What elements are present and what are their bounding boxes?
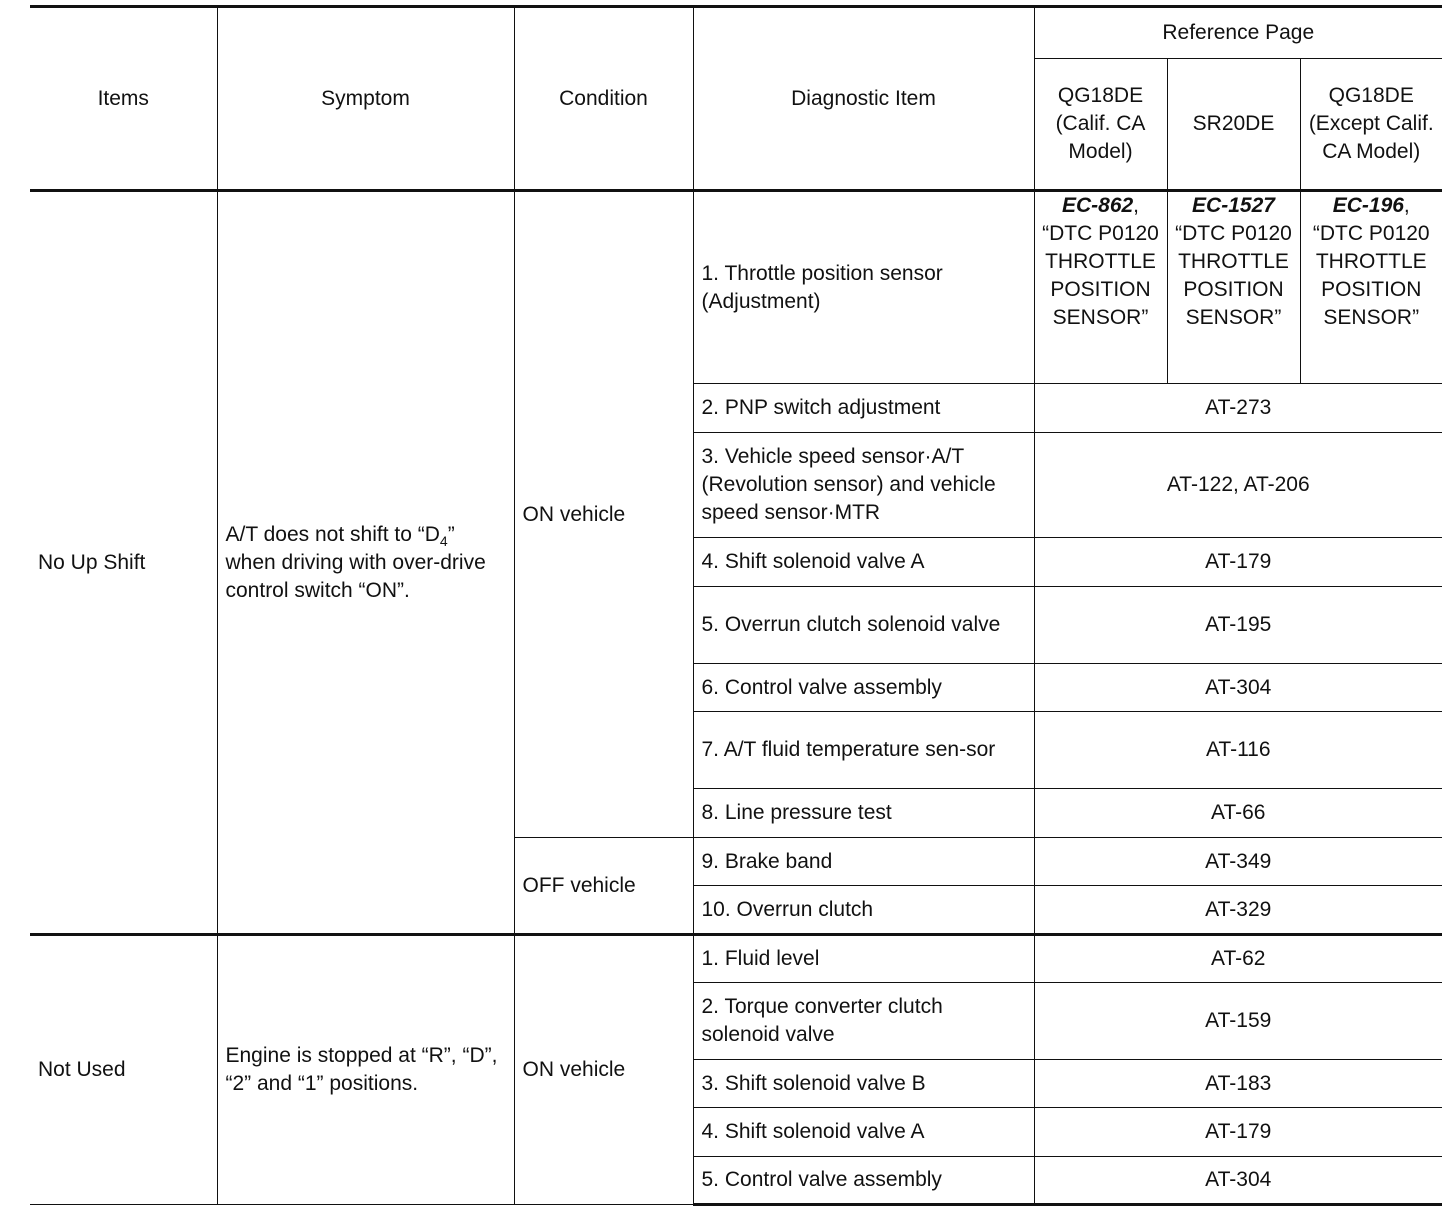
diagnostic-item: 10. Overrun clutch: [693, 886, 1034, 935]
ref-dtc-text: “DTC P0120 THROTTLE POSITION SENSOR”: [1175, 222, 1292, 329]
ref-link[interactable]: EC-862: [1061, 194, 1134, 217]
condition-on-vehicle: ON vehicle: [514, 935, 693, 1205]
reference-page[interactable]: AT-273: [1034, 384, 1442, 433]
diagnostic-item: 2. PNP switch adjustment: [693, 384, 1034, 433]
ref-link[interactable]: EC-1527: [1192, 194, 1275, 217]
reference-page[interactable]: AT-159: [1034, 983, 1442, 1060]
reference-page[interactable]: AT-304: [1034, 1157, 1442, 1205]
diagnostic-item: 5. Control valve assembly: [693, 1157, 1034, 1205]
symptom-part1: A/T does not shift to “D: [225, 522, 440, 546]
diagnostic-item: 5. Overrun clutch solenoid valve: [693, 587, 1034, 664]
reference-page[interactable]: AT-116: [1034, 712, 1442, 789]
header-diagnostic-item: Diagnostic Item: [693, 7, 1034, 191]
diagnostic-item: 6. Control valve assembly: [693, 664, 1034, 712]
header-symptom: Symptom: [217, 7, 514, 191]
diagnostic-item: 1. Throttle position sensor (Adjustment): [693, 191, 1034, 384]
ref-sr20de: [1167, 191, 1300, 384]
condition-off-vehicle: OFF vehicle: [514, 838, 693, 935]
diagnostic-item: 7. A/T fluid temperature sen-sor: [693, 712, 1034, 789]
symptom-not-used: Engine is stopped at “R”, “D”, “2” and “1” positions.: [217, 935, 514, 1205]
reference-page[interactable]: AT-122, AT-206: [1034, 433, 1442, 538]
reference-page[interactable]: AT-62: [1034, 935, 1442, 983]
header-reference-page: Reference Page: [1034, 7, 1442, 59]
header-condition: Condition: [514, 7, 693, 191]
ref-dtc-text: “DTC P0120 THROTTLE POSITION SENSOR”: [1042, 222, 1159, 329]
reference-page[interactable]: AT-304: [1034, 664, 1442, 712]
reference-page[interactable]: AT-179: [1034, 1108, 1442, 1157]
reference-table: [30, 5, 1442, 1206]
ref-dtc-text: “DTC P0120 THROTTLE POSITION SENSOR”: [1312, 222, 1430, 329]
diagnostic-item: 3. Shift solenoid valve B: [693, 1060, 1034, 1108]
reference-page[interactable]: AT-349: [1034, 838, 1442, 886]
symptom-subscript: 4: [439, 532, 448, 549]
header-qg18de-calif: QG18DE (Calif. CA Model): [1034, 59, 1167, 191]
ref-qg18de-calif: [1034, 191, 1167, 384]
diagnostic-item: 4. Shift solenoid valve A: [693, 1108, 1034, 1157]
reference-page[interactable]: AT-329: [1034, 886, 1442, 935]
ref-comma: ,: [1403, 194, 1410, 217]
diagnostic-item: 1. Fluid level: [693, 935, 1034, 983]
diagnostic-item: 2. Torque converter clutch solenoid valve: [693, 983, 1034, 1060]
condition-on-vehicle: ON vehicle: [514, 191, 693, 838]
header-items: Items: [30, 7, 217, 191]
reference-page[interactable]: AT-183: [1034, 1060, 1442, 1108]
diagnostic-item: 4. Shift solenoid valve A: [693, 538, 1034, 587]
reference-page[interactable]: AT-66: [1034, 789, 1442, 838]
header-sr20de: SR20DE: [1167, 59, 1300, 191]
ref-link[interactable]: EC-196: [1332, 194, 1404, 217]
ref-qg18de-except: [1300, 191, 1442, 384]
table-row: [30, 935, 1442, 983]
header-qg18de-except: QG18DE (Except Calif. CA Model): [1300, 59, 1442, 191]
reference-page[interactable]: AT-195: [1034, 587, 1442, 664]
ref-comma: ,: [1133, 194, 1140, 217]
table-row: [30, 191, 1442, 384]
symptom-no-up-shift: [217, 191, 514, 935]
item-not-used: Not Used: [30, 935, 217, 1205]
diagnostic-item: 9. Brake band: [693, 838, 1034, 886]
diagnostic-item: 3. Vehicle speed sensor·A/T (Revolution sensor) and vehicle speed sensor·MTR: [693, 433, 1034, 538]
diagnostic-item: 8. Line pressure test: [693, 789, 1034, 838]
symptom-part2: ” when driving with over-drive control switch “ON”.: [225, 522, 486, 602]
item-no-up-shift: No Up Shift: [30, 191, 217, 935]
reference-page[interactable]: AT-179: [1034, 538, 1442, 587]
